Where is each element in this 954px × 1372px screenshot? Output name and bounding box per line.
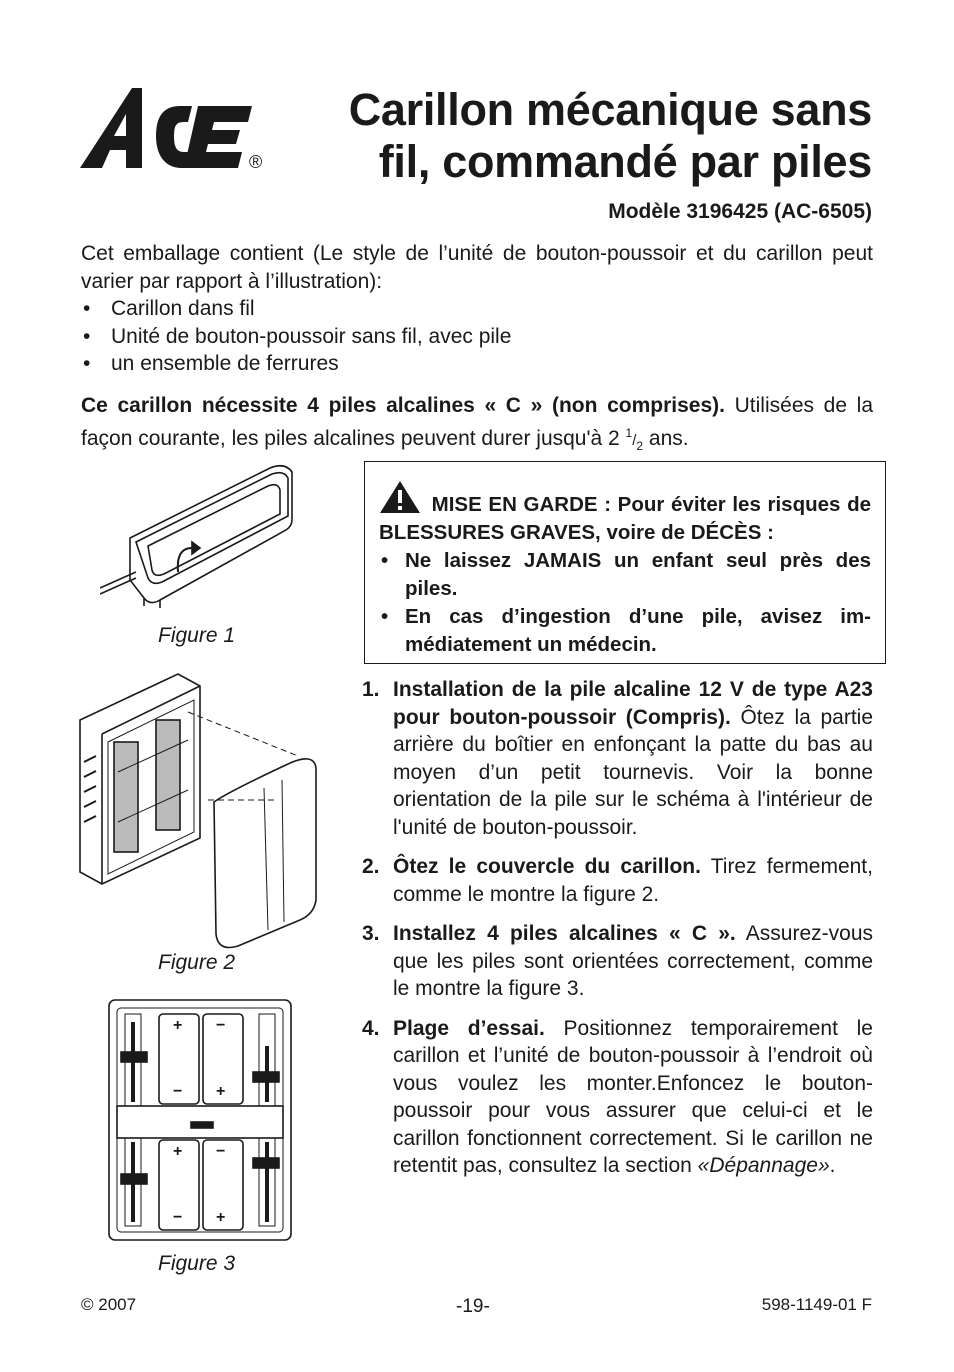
step-item: [362, 853, 873, 908]
step-number: 1.: [362, 678, 380, 701]
svg-text:+: +: [173, 1017, 183, 1034]
document-code: 598-1149-01 F: [761, 1295, 872, 1314]
step-text: Positionnez temporairement le carillon et l’unité de bouton-poussoir à l’endroit où vous voulez les monter.Enfoncez le bouton-poussoir pour vous assurer que celui-ci et le carillon fonctionnent correctement. Si le carillon ne retentit pas, consultez la section: [393, 1016, 873, 1177]
step-text: Ôtez la partie arrière du boîtier en enfonçant la patte du bas au moyen d’un petit tournevis. Voir la bonne orientation de la pile sur le schéma à l'intérieur de l'unité de bouton-poussoir.: [393, 705, 873, 839]
page-number: -19-: [456, 1296, 490, 1317]
battery-note-bold: Ce carillon nécessite 4 piles alcalines « C » (non comprises).: [81, 394, 725, 417]
battery-note-end: ans.: [643, 426, 689, 450]
step-item: [362, 676, 873, 841]
step-text: Assurez-vous que les piles sont orientées correctement, comme le montre la figure 3.: [393, 922, 873, 1000]
fraction-numerator: 1: [625, 425, 633, 440]
contents-list: [81, 295, 873, 378]
contents-section: [81, 240, 873, 378]
figure-2-chime-cover-illustration: [78, 672, 323, 952]
ace-logo: [80, 88, 272, 170]
title-line-1: Carillon mécanique sans: [348, 84, 872, 135]
step-item: 4. Plage d’essai. Positionnez temporairement le carillon et l’unité de bouton-poussoir à l’endroit où vous voulez les monter.Enfoncez le bouton-poussoir pour vous assurer que celui-ci et le carillon fonctionnent correctement. Si le carillon ne retentit pas, consultez la section «Dépannage».: [362, 1016, 873, 1177]
warning-box: [364, 461, 886, 664]
list-item: • Carillon dans fil: [81, 295, 873, 323]
step-link-text: «Dépannage»: [697, 1154, 830, 1177]
steps-list: [362, 676, 873, 1192]
warning-item: • En cas d’ingestion d’une pile, avisez im-médiatement un médecin.: [379, 603, 871, 659]
step-title: Ôtez le couvercle du carillon.: [393, 855, 701, 878]
contents-intro: Cet emballage contient (Le style de l’unité de bouton-poussoir et du carillon peut varier par rapport à l’illustration):: [81, 242, 873, 293]
step-number: 3.: [362, 922, 380, 945]
warning-heading: MISE EN GARDE : Pour éviter les risques de BLESSURES GRAVES, voire de DÉCÈS :: [379, 493, 871, 544]
svg-text:+: +: [216, 1083, 226, 1100]
warning-triangle-icon: [379, 480, 421, 514]
svg-text:−: −: [216, 1143, 226, 1160]
warning-item: • Ne laissez JAMAIS un enfant seul près des piles.: [379, 547, 871, 603]
step-title: Plage d’essai.: [393, 1016, 545, 1040]
step-title: Installez 4 piles alcalines « C ».: [393, 922, 736, 945]
figure-1-caption: Figure 1: [158, 624, 236, 647]
svg-text:−: −: [173, 1083, 183, 1100]
list-item: • un ensemble de ferrures: [81, 350, 873, 378]
svg-text:+: +: [173, 1143, 183, 1160]
svg-text:+: +: [216, 1209, 226, 1226]
page-title: [252, 84, 872, 188]
step-number: 2.: [362, 855, 380, 878]
list-item: • Unité de bouton-poussoir sans fil, avec pile: [81, 323, 873, 351]
copyright: © 2007: [81, 1295, 137, 1314]
figure-3-battery-compartment-illustration: [107, 998, 293, 1242]
title-line-2: fil, commandé par piles: [378, 136, 872, 187]
figure-1-push-button-illustration: [100, 460, 310, 610]
step-text: Tirez fermement, comme le montre la figure 2.: [393, 855, 873, 906]
figure-2-caption: Figure 2: [158, 951, 236, 974]
svg-text:−: −: [173, 1209, 183, 1226]
registered-mark: ®: [249, 152, 263, 170]
warning-list: [379, 547, 871, 659]
model-number: Modèle 3196425 (AC-6505): [608, 200, 872, 223]
step-number: 4.: [362, 1016, 380, 1040]
battery-note: Ce carillon nécessite 4 piles alcalines « C » (non comprises). Utilisées de la façon courante, les piles alcalines peuvent durer jusqu'à 2 $^1/_2$ ans.: [81, 394, 874, 453]
step-title: Installation de la pile alcaline 12 V de type A23 pour bouton-poussoir (Compris).: [393, 678, 873, 729]
fraction-denominator: 2: [636, 438, 644, 453]
figure-3-caption: Figure 3: [158, 1252, 236, 1275]
step-item: [362, 920, 873, 1003]
svg-text:−: −: [216, 1017, 226, 1034]
battery-note-text: Utilisées de la façon courante, les piles alcalines peuvent durer jusqu'à 2: [81, 394, 874, 450]
